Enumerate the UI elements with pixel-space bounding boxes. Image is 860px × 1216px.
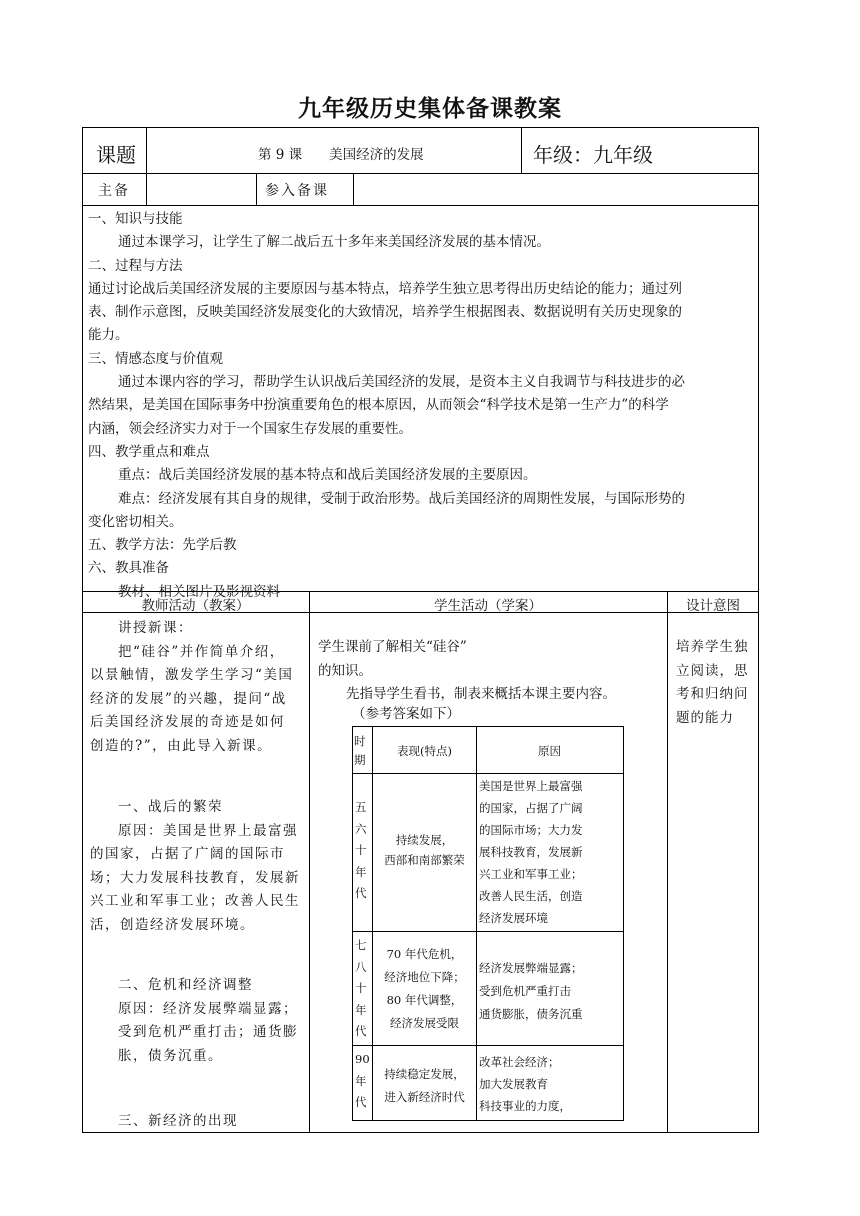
- objectives-heading: 四、教学重点和难点: [88, 443, 210, 460]
- objectives-text: 表、制作示意图，反映美国经济发展变化的大致情况，培养学生根据图表、数据说明有关历史现象的: [88, 304, 682, 321]
- features-line: 进入新经济时代: [384, 1090, 465, 1104]
- objectives-heading: 三、情感态度与价值观: [88, 350, 223, 367]
- period-cell: 五六十年代: [355, 800, 367, 900]
- section-heading: 一、战后的繁荣: [118, 799, 223, 815]
- row-divider: [82, 173, 759, 174]
- features-line: 持续发展，: [395, 833, 454, 847]
- teacher-line: 创造的?”，由此导入新课。: [90, 737, 273, 754]
- objectives-text: 通过讨论战后美国经济发展的主要原因与基本特点，培养学生独立思考得出历史结论的能力；通过列: [88, 280, 682, 297]
- reasons-line: 通货膨胀，债务沉重: [479, 1007, 583, 1021]
- period-cell: 七八十年代: [355, 938, 367, 1038]
- objectives-text: 变化密切相关。: [88, 513, 183, 530]
- teacher-section-1: [90, 796, 300, 937]
- teacher-line: 胀，债务沉重。: [118, 1047, 223, 1064]
- inner-row-divider: [352, 931, 624, 932]
- teacher-line: 的国家，占据了广阔的国际市: [90, 846, 285, 862]
- teacher-line: 活，创造经济发展环境。: [90, 916, 255, 933]
- reasons-cell: [479, 957, 583, 1026]
- teacher-line: 把“硅谷”并作简单介绍，: [118, 643, 285, 660]
- reasons-line: 的国家，占据了广阔: [479, 801, 583, 815]
- inner-col-divider: [476, 726, 477, 1121]
- inner-col-divider: [372, 726, 373, 1121]
- features-line: 经济地位下降；: [384, 970, 465, 984]
- inner-header-reasons: 原因: [538, 744, 561, 758]
- inner-header-features: 表现(特点): [397, 744, 452, 758]
- grade-text: 年级：九年级: [533, 143, 653, 167]
- teacher-line: 原因：经济发展弊端显露；: [118, 1000, 298, 1017]
- features-line: 70 年代危机，: [386, 947, 463, 961]
- col-divider: [521, 127, 522, 173]
- student-line: 学生课前了解相关“硅谷”: [318, 639, 467, 655]
- student-line: 的知识。: [318, 662, 372, 679]
- design-line: 题的能力: [676, 709, 734, 726]
- teacher-line: 场；大力发展科技教育，发展新: [90, 869, 300, 886]
- row-divider: [82, 205, 759, 206]
- objectives-heading: 一、知识与技能: [88, 211, 183, 227]
- reasons-cell: [479, 1051, 571, 1117]
- reasons-line: 改革社会经济；: [479, 1055, 560, 1069]
- features-line: 80 年代调整，: [386, 993, 463, 1007]
- teacher-line: 后美国经济发展的奇迹是如何: [90, 714, 285, 730]
- features-line: 经济发展受限: [390, 1016, 459, 1030]
- reasons-line: 改善人民生活，创造: [479, 889, 583, 903]
- design-line: 培养学生独: [676, 639, 749, 655]
- student-activity-header: 学生活动（学案）: [434, 598, 542, 614]
- objectives-heading: 二、过程与方法: [88, 257, 183, 274]
- objectives-text: 难点：经济发展有其自身的规律，受制于政治形势。战后美国经济的周期性发展，与国际形势的: [118, 490, 685, 507]
- objectives-heading: 六、教具准备: [88, 560, 169, 577]
- objectives-text: 能力。: [88, 327, 129, 344]
- topic-label: 课题: [96, 143, 136, 167]
- features-cell: [373, 943, 476, 1035]
- student-line: 先指导学生看书，制表来概括本课主要内容。: [346, 686, 616, 702]
- design-intent: [676, 636, 749, 730]
- section-heading: 三、新经济的出现: [118, 1113, 238, 1129]
- objectives-text: 重点：战后美国经济发展的基本特点和战后美国经济发展的主要原因。: [118, 467, 537, 484]
- features-cell: [373, 831, 476, 870]
- participant-label: 参入备课: [265, 183, 329, 199]
- design-line: 考和归纳问: [676, 686, 749, 702]
- reasons-line: 科技事业的力度，: [479, 1099, 571, 1113]
- col-divider: [667, 591, 668, 1132]
- col-divider: [256, 173, 257, 205]
- period-cell: 90年代: [355, 1052, 370, 1109]
- teacher-line: 经济的发展”的兴趣，提问“战: [90, 690, 287, 707]
- design-line: 立阅读，思: [676, 662, 749, 679]
- reasons-line: 加大发展教育: [479, 1077, 548, 1091]
- teacher-line: 兴工业和军事工业；改善人民生: [90, 893, 300, 909]
- objectives-text: 通过本课内容的学习，帮助学生认识战后美国经济的发展，是资本主义自我调节与科技进步的必: [118, 374, 685, 391]
- reasons-line: 兴工业和军事工业；: [479, 867, 583, 881]
- objectives-text: 通过本课学习，让学生了解二战后五十多年来美国经济发展的基本情况。: [118, 234, 550, 251]
- reasons-line: 经济发展弊端显露；: [479, 961, 583, 975]
- section-heading: 二、危机和经济调整: [118, 977, 253, 993]
- col-divider: [309, 591, 310, 1132]
- teacher-line: 讲授新课：: [118, 620, 193, 636]
- teacher-line: 受到危机严重打击；通货膨: [118, 1024, 298, 1040]
- teacher-line: 原因：美国是世界上最富强: [118, 822, 298, 839]
- teacher-intro: [90, 617, 293, 758]
- teacher-section-2: [90, 974, 298, 1068]
- inner-header-period: 时期: [354, 734, 366, 767]
- lead-teacher-label: 主备: [98, 183, 130, 199]
- reasons-line: 受到危机严重打击: [479, 984, 571, 998]
- design-intent-header: 设计意图: [686, 598, 740, 614]
- inner-row-divider: [352, 773, 624, 774]
- features-line: 西部和南部繁荣: [384, 852, 465, 867]
- reasons-line: 美国是世界上最富强: [479, 779, 583, 793]
- objectives-text: 内涵，领会经济实力对于一个国家生存发展的重要性。: [88, 420, 412, 437]
- col-divider: [146, 127, 147, 205]
- features-cell: [373, 1063, 476, 1109]
- student-line: （参考答案如下）: [352, 705, 460, 722]
- teacher-line: 以景触情，激发学生学习“美国: [90, 667, 294, 683]
- inner-row-divider: [352, 1045, 624, 1046]
- col-divider: [353, 173, 354, 205]
- reasons-line: 的国际市场；大力发: [479, 823, 583, 837]
- reasons-cell: [479, 775, 583, 929]
- student-instructions: [318, 636, 616, 726]
- topic-value: 第 9 课 美国经济的发展: [258, 147, 424, 163]
- features-line: 持续稳定发展，: [384, 1067, 465, 1081]
- objectives-section: [88, 208, 756, 604]
- teacher-section-3: [90, 1110, 238, 1134]
- teacher-activity-header: 教师活动（教案）: [141, 598, 250, 614]
- objectives-heading: 五、教学方法：先学后教: [88, 537, 237, 554]
- page-title: 九年级历史集体备课教案: [298, 96, 562, 122]
- objectives-text: 然结果，是美国在国际事务中扮演重要角色的根本原因，从而领会“科学技术是第一生产力”的科学: [88, 397, 669, 414]
- objectives-text: 教材、相关图片及影视资料: [118, 583, 280, 600]
- reasons-line: 展科技教育，发展新: [479, 845, 583, 859]
- reasons-line: 经济发展环境: [479, 911, 548, 925]
